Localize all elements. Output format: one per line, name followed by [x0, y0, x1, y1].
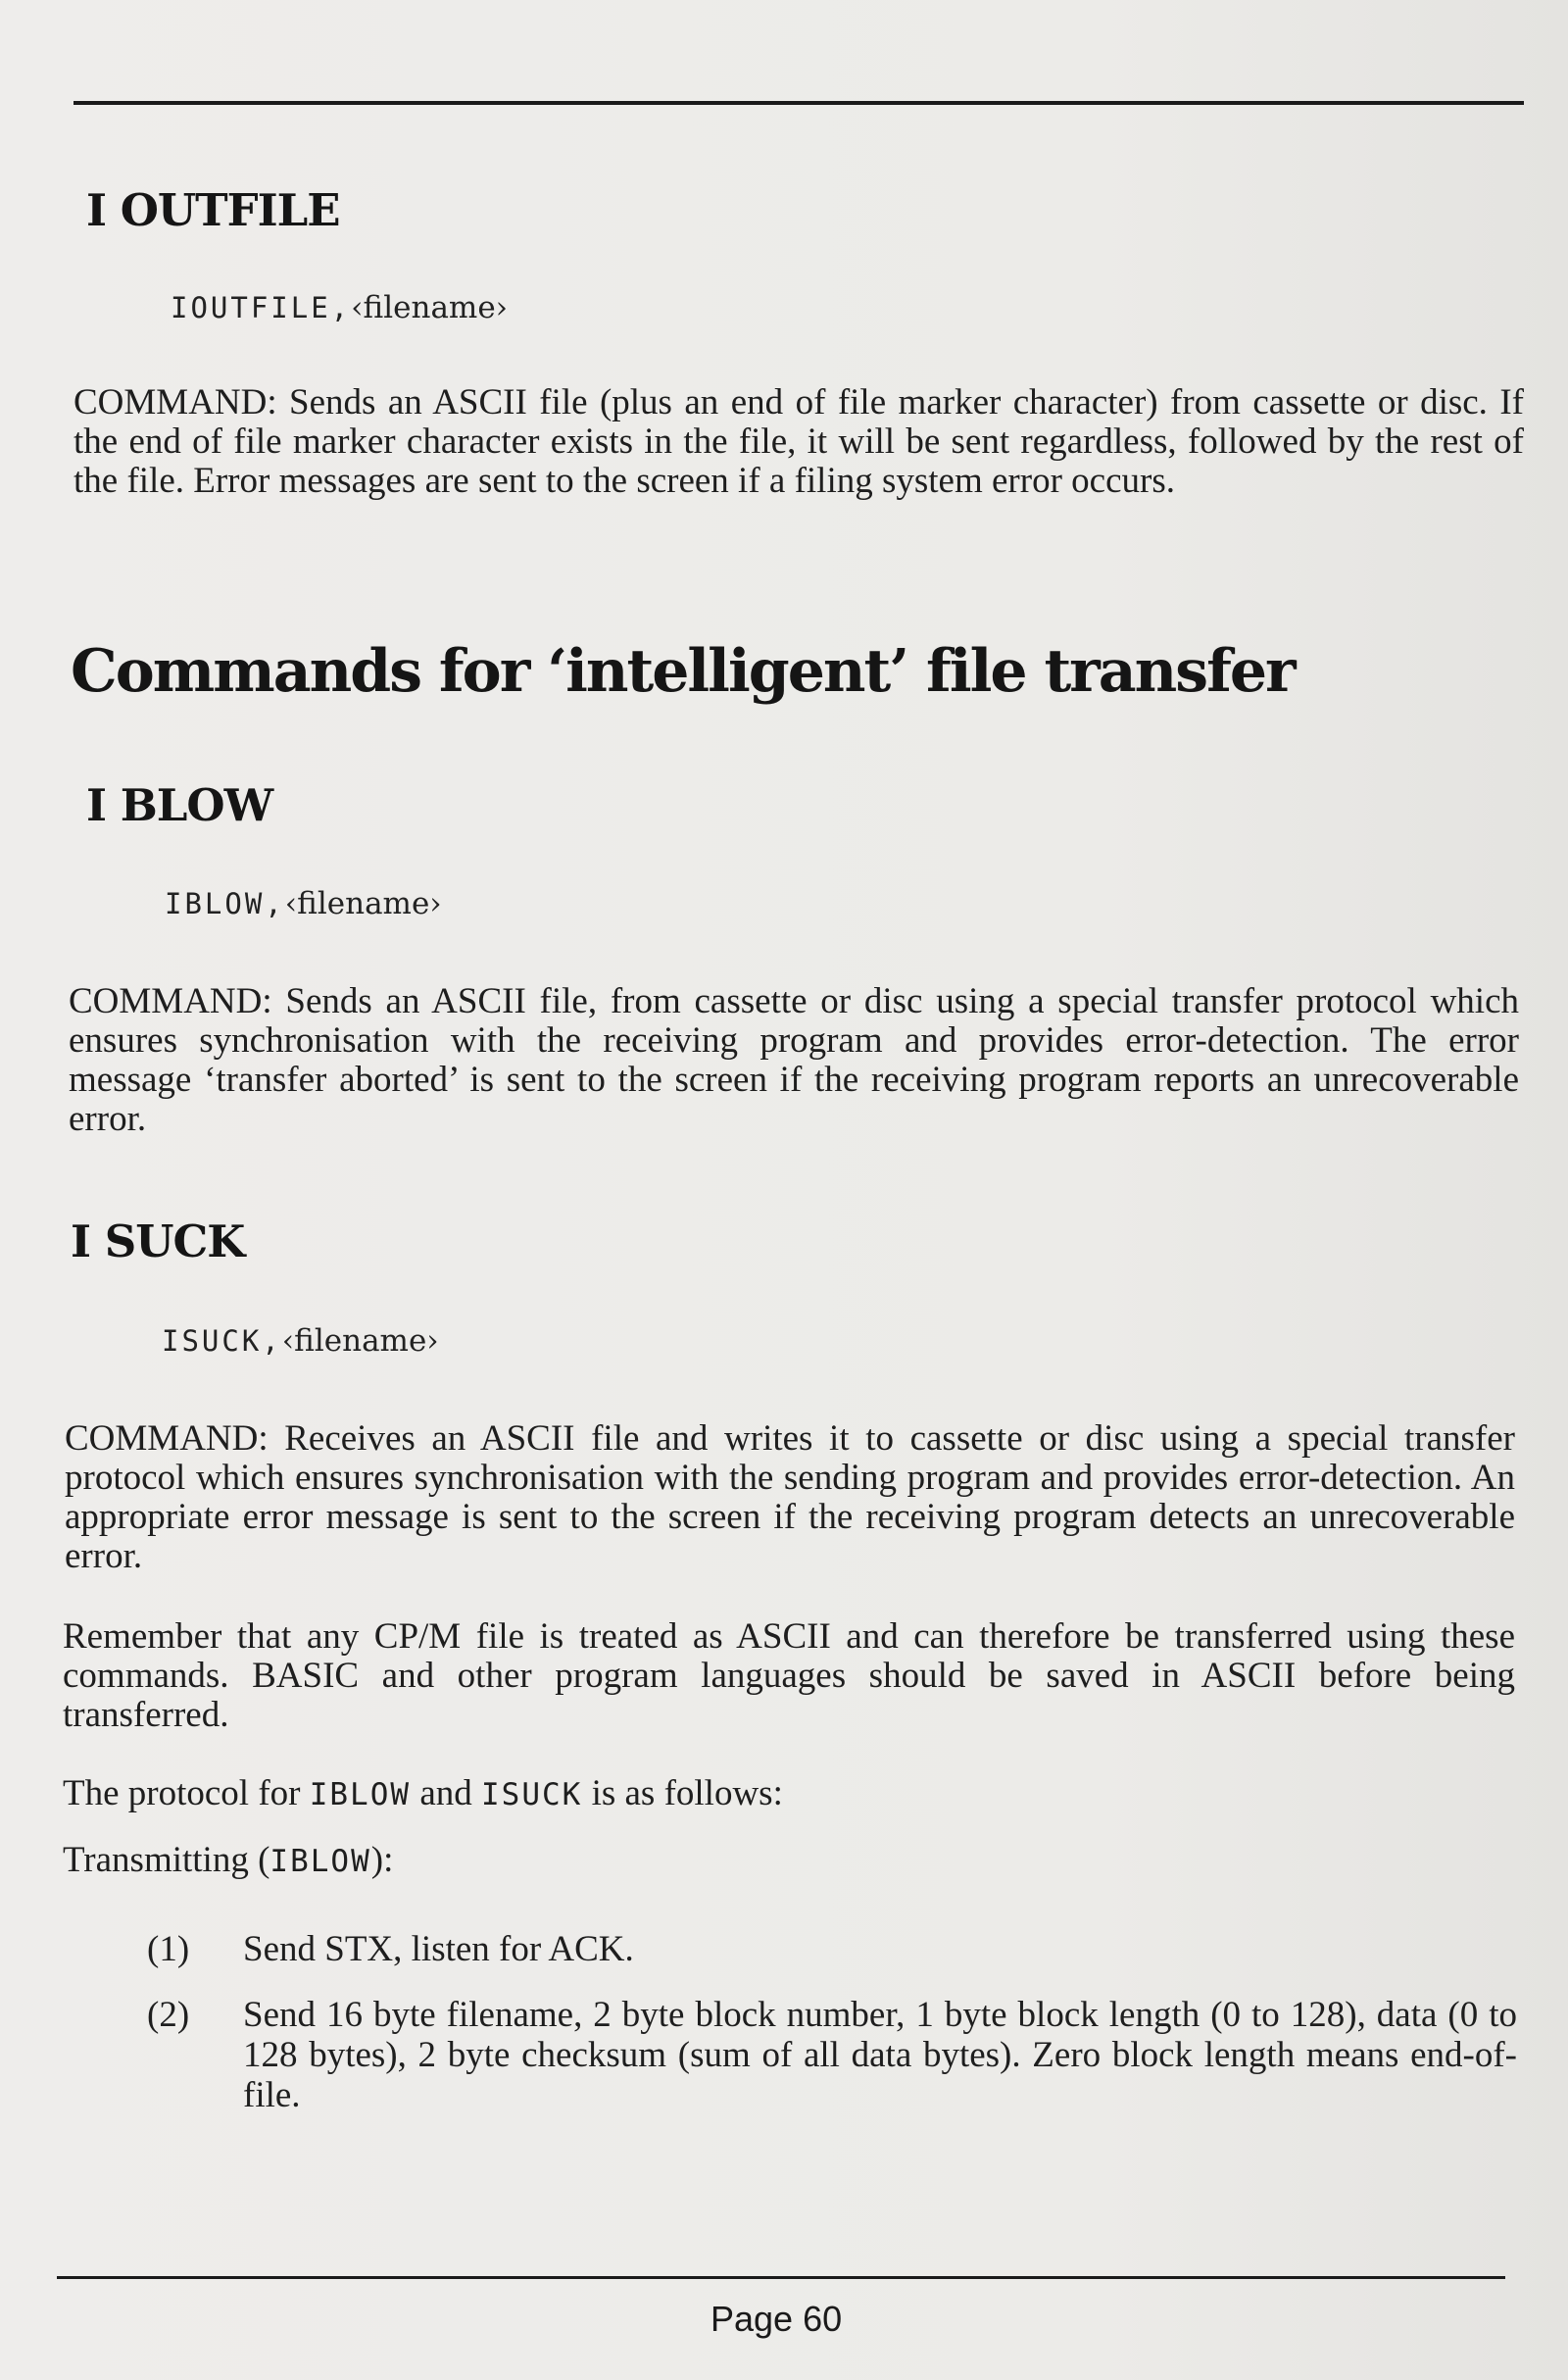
- blow-syntax-keyword: IBLOW,: [165, 887, 285, 920]
- transmitting-tail: ):: [370, 1840, 394, 1880]
- step-text: Send STX, listen for ACK.: [243, 1929, 634, 1969]
- protocol-tail: is as follows:: [582, 1773, 783, 1813]
- outfile-syntax-arg: ‹filename›: [351, 290, 509, 325]
- outfile-syntax-keyword: IOUTFILE,: [171, 291, 352, 324]
- protocol-mid: and: [411, 1773, 481, 1813]
- suck-syntax-keyword: ISUCK,: [162, 1324, 282, 1358]
- suck-description: COMMAND: Receives an ASCII file and writes it to cassette or disc using a special transfer protocol which ensures synchronisation with the sending program and provides error-detection. An appropriate error message is sent to the screen if the receiving program detects an unrecoverable error.: [65, 1418, 1515, 1576]
- step-number: (2): [147, 1995, 190, 2035]
- step-text: Send 16 byte filename, 2 byte block number, 1 byte block length (0 to 128), data (0 to 128 bytes), 2 byte checksum (sum of all data bytes). Zero block length means end-of-file.: [243, 1995, 1517, 2115]
- suck-syntax-arg: ‹filename›: [281, 1323, 439, 1359]
- protocol-paragraph: [63, 1774, 1435, 1814]
- suck-syntax: [162, 1323, 439, 1359]
- blow-syntax: [165, 886, 442, 921]
- transmitting-lead: Transmitting (: [63, 1840, 270, 1880]
- remember-paragraph: Remember that any CP/M file is treated as ASCII and can therefore be transferred using these commands. BASIC and other program languages should be saved in ASCII before being transferred.: [63, 1616, 1515, 1735]
- blow-description: COMMAND: Sends an ASCII file, from cassette or disc using a special transfer protocol which ensures synchronisation with the receiving program and provides error-detection. The error message ‘transfer aborted’ is sent to the screen if the receiving program reports an unrecoverable error.: [69, 981, 1519, 1139]
- protocol-lead: The protocol for: [63, 1773, 310, 1813]
- blow-heading: I BLOW: [86, 779, 273, 831]
- blow-syntax-arg: ‹filename›: [284, 886, 442, 921]
- top-rule: [74, 101, 1524, 105]
- transmitting-label: [63, 1841, 1435, 1881]
- outfile-description: COMMAND: Sends an ASCII file (plus an end of file marker character) from cassette or disc. If the end of file marker character exists in the file, it will be sent regardless, followed by the rest of the file. Error messages are sent to the screen if a filing system error occurs.: [74, 382, 1524, 501]
- section-title: Commands for ‘intelligent’ file transfer: [71, 637, 1295, 706]
- outfile-heading: I OUTFILE: [86, 184, 340, 236]
- protocol-keyword-suck: ISUCK: [481, 1777, 583, 1812]
- protocol-keyword-blow: IBLOW: [309, 1777, 412, 1812]
- step-number: (1): [147, 1929, 190, 1969]
- bottom-rule: [57, 2276, 1505, 2279]
- outfile-syntax: [171, 290, 508, 325]
- page-number: Page 60: [710, 2299, 843, 2339]
- suck-heading: I SUCK: [71, 1215, 245, 1267]
- transmitting-keyword: IBLOW: [270, 1844, 371, 1879]
